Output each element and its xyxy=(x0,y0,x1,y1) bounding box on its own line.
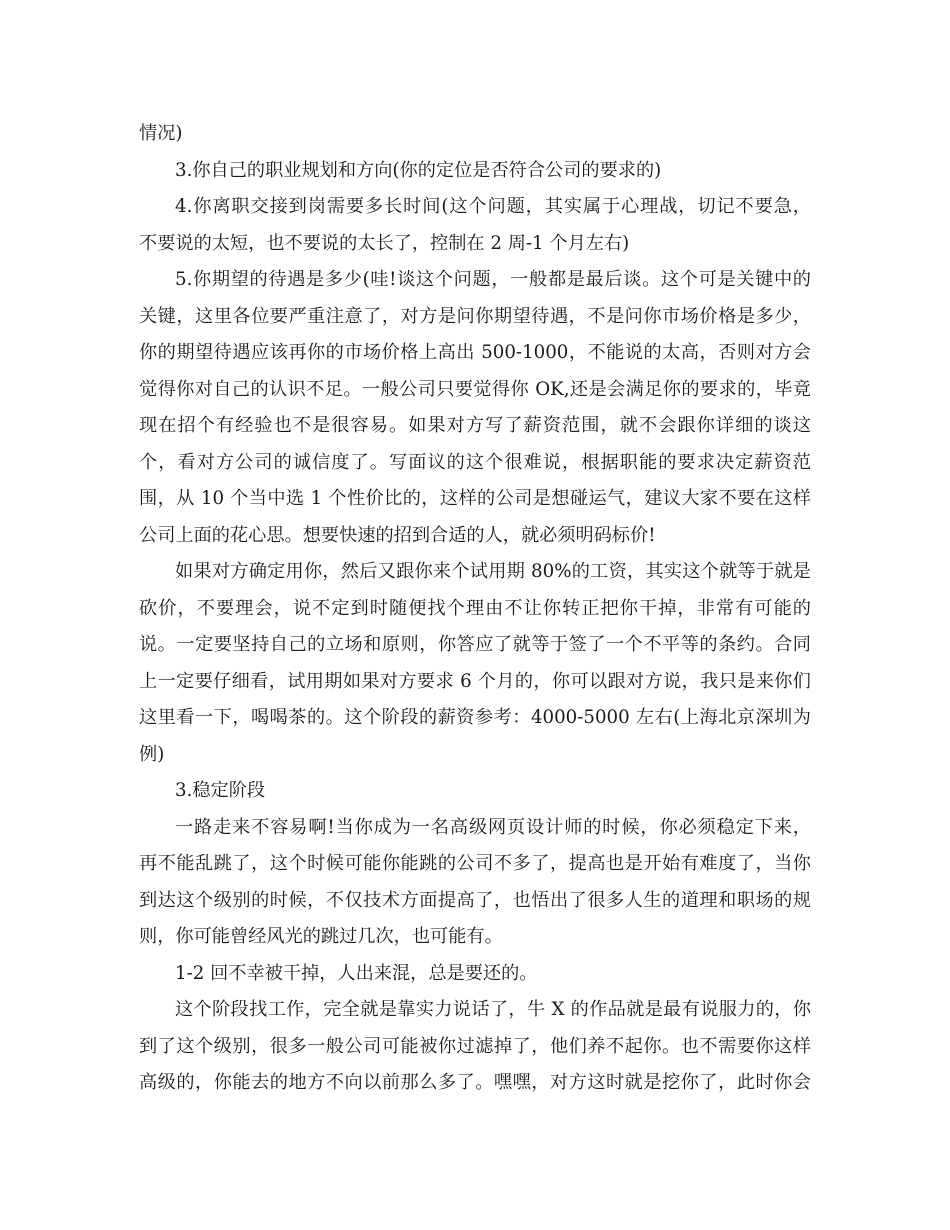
text-line: 4.你离职交接到岗需要多长时间(这个问题，其实属于心理战，切记不要急， xyxy=(175,196,811,217)
text-line: 例) xyxy=(139,743,165,765)
text-line: 你的期望待遇应该再你的市场价格上高出 500-1000，不能说的太高，否则对方会 xyxy=(139,342,811,363)
text-line: 一路走来不容易啊!当你成为一名高级网页设计师的时候，你必须稳定下来， xyxy=(175,816,811,838)
text-line: 到达这个级别的时候，不仅技术方面提高了，也悟出了很多人生的道理和职场的规 xyxy=(139,889,811,911)
text-line: 现在招个有经验也不是很容易。如果对方写了薪资范围，就不会跟你详细的谈这 xyxy=(139,415,811,436)
text-line: 到了这个级别，很多一般公司可能被你过滤掉了，他们养不起你。也不需要你这样 xyxy=(139,1035,811,1057)
text-line: 公司上面的花心思。想要快速的招到合适的人，就必须明码标价! xyxy=(139,524,656,546)
text-line: 1-2 回不幸被干掉，人出来混，总是要还的。 xyxy=(175,962,538,984)
text-line: 5.你期望的待遇是多少(哇!谈这个问题，一般都是最后谈。这个可是关键中的 xyxy=(175,269,811,290)
text-line: 3.你自己的职业规划和方向(你的定位是否符合公司的要求的) xyxy=(175,159,662,181)
text-line: 觉得你对自己的认识不足。一般公司只要觉得你 OK,还是会满足你的要求的，毕竟 xyxy=(139,378,811,400)
text-line: 如果对方确定用你，然后又跟你来个试用期 80%的工资，其实这个就等于就是 xyxy=(175,561,811,582)
text-line: 这个阶段找工作，完全就是靠实力说话了，牛 X 的作品就是最有说服力的，你 xyxy=(175,999,811,1020)
text-line: 高级的，你能去的地方不向以前那么多了。嘿嘿，对方这时就是挖你了，此时你会 xyxy=(139,1072,811,1093)
text-line: 这里看一下，喝喝茶的。这个阶段的薪资参考：4000-5000 左右(上海北京深圳为 xyxy=(139,707,811,728)
text-line: 说。一定要坚持自己的立场和原则，你答应了就等于签了一个不平等的条约。合同 xyxy=(139,634,811,655)
text-line: 则，你可能曾经风光的跳过几次，也可能有。 xyxy=(139,926,503,947)
text-line: 关键，这里各位要严重注意了，对方是问你期望待遇，不是问你市场价格是多少， xyxy=(139,305,811,327)
text-line: 情况) xyxy=(139,123,183,144)
text-line: 个，看对方公司的诚信度了。写面议的这个很难说，根据职能的要求决定薪资范 xyxy=(139,451,811,473)
text-line: 再不能乱跳了，这个时候可能你能跳的公司不多了，提高也是开始有难度了，当你 xyxy=(139,853,811,874)
text-line: 3.稳定阶段 xyxy=(175,780,266,801)
document-body xyxy=(139,116,811,1102)
text-line: 砍价，不要理会，说不定到时随便找个理由不让你转正把你干掉，非常有可能的 xyxy=(139,597,811,619)
text-line: 上一定要仔细看，试用期如果对方要求 6 个月的，你可以跟对方说，我只是来你们 xyxy=(139,670,811,692)
text-line: 围，从 10 个当中选 1 个性价比的，这样的公司是想碰运气，建议大家不要在这样 xyxy=(139,488,811,509)
text-line: 不要说的太短，也不要说的太长了，控制在 2 周-1 个月左右) xyxy=(139,232,630,254)
